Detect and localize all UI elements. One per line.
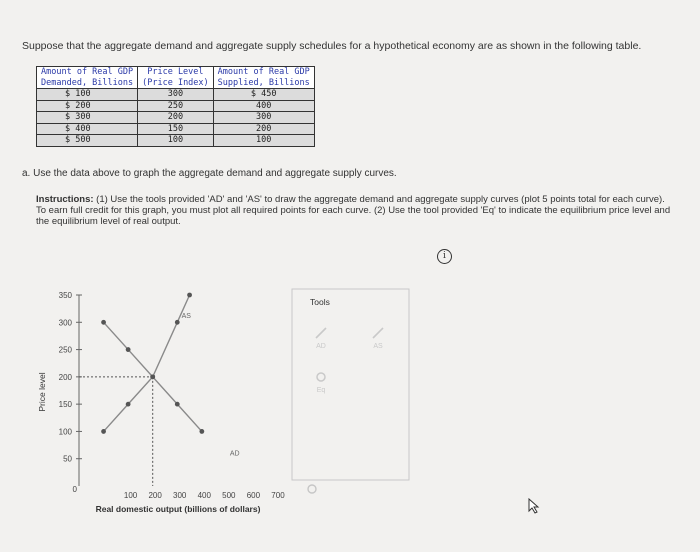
tools-panel (292, 289, 409, 480)
tool-label: AS (373, 343, 383, 350)
cell: $ 400 (37, 123, 138, 135)
info-icon[interactable]: i (437, 249, 452, 264)
y-tick-label: 100 (58, 427, 72, 437)
mouse-cursor-icon (527, 498, 541, 514)
cell: $ 300 (37, 112, 138, 124)
cell: 100 (138, 135, 214, 147)
x-tick-label: 200 (148, 491, 162, 500)
instructions-label: Instructions: (36, 194, 94, 205)
tool-ad[interactable] (316, 328, 326, 350)
tools-title: Tools (310, 297, 330, 307)
as-curve-line (104, 295, 190, 431)
intro-text: Suppose that the aggregate demand and aggregate supply schedules for a hypothetical economy are as shown in the following table. (22, 40, 642, 52)
ad-point (199, 429, 204, 434)
instructions-text: (1) Use the tools provided 'AD' and 'AS' to draw the aggregate demand and aggregate supply curves (plot 5 points total for each curve). To earn full credit for this graph, you must plot all required points for each curve. (2) Use the tool provided 'Eq' to indicate the equilibrium price level and the equilibrium level of real output. (36, 194, 671, 227)
x-tick-label: 400 (197, 491, 211, 500)
header-gdp-supplied: Amount of Real GDP Supplied, Billions (213, 67, 314, 89)
part-a-question: a. Use the data above to graph the aggregate demand and aggregate supply curves. (22, 168, 397, 179)
point-tool-icon (317, 373, 325, 381)
reset-icon (308, 485, 316, 493)
header-gdp-demanded: Amount of Real GDP Demanded, Billions (37, 67, 138, 89)
as-point (101, 429, 106, 434)
ad-point (126, 347, 131, 352)
x-axis-label: Real domestic output (billions of dollars) (95, 504, 261, 514)
tool-as[interactable] (373, 328, 383, 350)
y-tick-label: 0 (72, 485, 77, 494)
y-tick-label: 300 (58, 318, 72, 328)
cell: 200 (138, 112, 214, 124)
y-tick-label: 50 (63, 454, 72, 464)
as-point (187, 293, 192, 298)
y-tick-label: 350 (58, 291, 72, 301)
ad-point (175, 402, 180, 407)
y-tick-label: 250 (58, 345, 72, 355)
as-point (175, 320, 180, 325)
y-tick-label: 150 (58, 400, 72, 410)
tool-label: AD (316, 343, 326, 350)
cell: 400 (213, 100, 314, 112)
cell: $ 100 (37, 89, 138, 101)
series (79, 293, 240, 486)
x-tick-label: 100 (123, 491, 138, 500)
as-point (150, 374, 155, 379)
as-curve-label: AS (181, 313, 191, 321)
cell: $ 500 (37, 135, 138, 147)
line-tool-icon (316, 328, 326, 338)
cell: 200 (213, 123, 314, 135)
cell: $ 450 (213, 89, 314, 101)
tool-icons (308, 328, 383, 493)
header-price-level: Price Level (Price Index) (138, 67, 214, 89)
cell: 300 (138, 89, 214, 101)
cell: 150 (138, 123, 214, 135)
cell: 250 (138, 100, 214, 112)
line-tool-icon (373, 328, 383, 338)
ad-curve-label: AD (229, 450, 240, 458)
ad-point (101, 320, 106, 325)
cell: 300 (213, 112, 314, 124)
tool-eq[interactable] (317, 373, 326, 394)
tool-label: Eq (316, 387, 326, 394)
x-tick-label: 300 (173, 491, 187, 500)
as-point (126, 402, 131, 407)
cell: 100 (213, 135, 314, 147)
cell: $ 200 (37, 100, 138, 112)
ticks (59, 291, 286, 500)
x-tick-label: 500 (222, 491, 236, 500)
x-tick-label: 700 (271, 491, 285, 500)
y-axis-label: Price level (37, 372, 47, 412)
y-tick-label: 200 (58, 372, 72, 382)
x-tick-label: 600 (246, 491, 261, 500)
